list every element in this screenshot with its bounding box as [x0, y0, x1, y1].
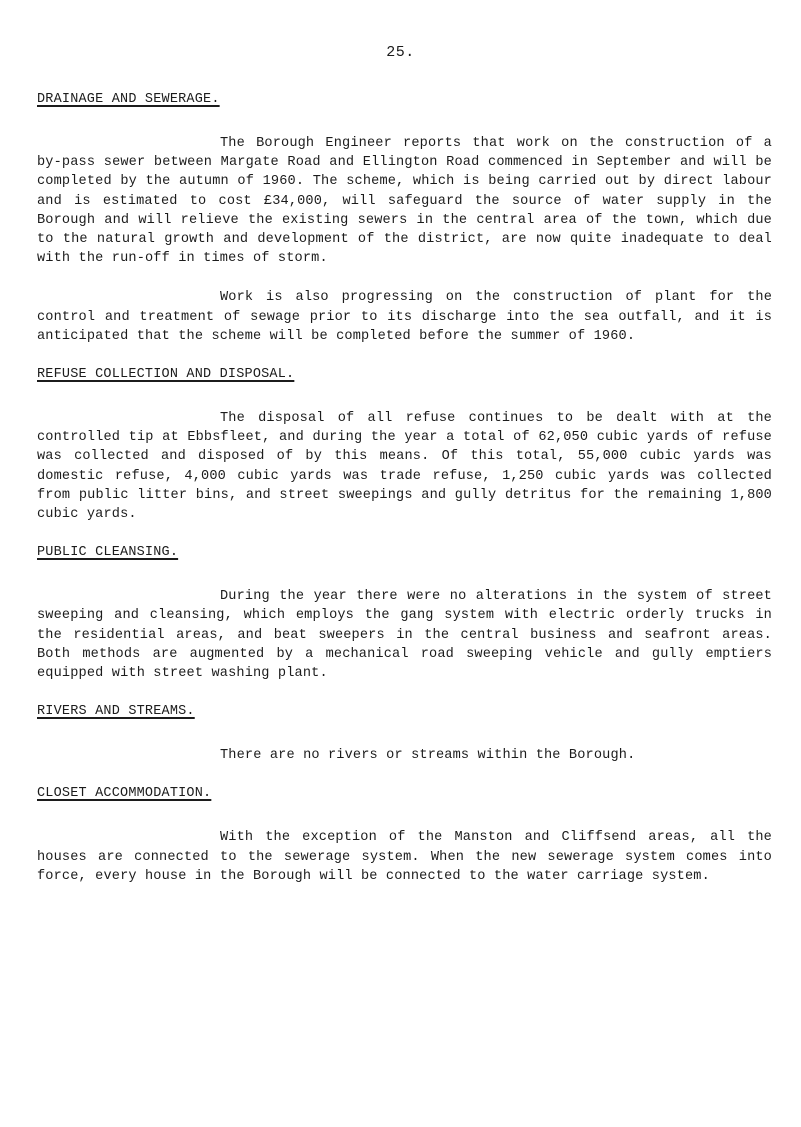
- section-drainage-and-sewerage: [37, 90, 772, 346]
- document-body: [37, 90, 772, 886]
- section-paragraph: Work is also progressing on the construction of plant for the control and treatment of sewage prior to its discharge into the sea outfall, and it is anticipated that the scheme will be completed before the summer of 1960.: [37, 290, 772, 344]
- section-heading: RIVERS AND STREAMS.: [37, 704, 195, 720]
- section-paragraph: The Borough Engineer reports that work on the construction of a by-pass sewer between Margate Road and Ellington Road commenced in September and will be completed by the autumn of 1960. The scheme, which is being carried out by direct labour and is estimated to cost £34,000, will safeguard the source of water supply in the Borough and will relieve the existing sewers in the central area of the town, which due to the natural growth and development of the district, are now quite inadequate to deal with the run-off in times of storm.: [37, 136, 772, 267]
- section-heading: REFUSE COLLECTION AND DISPOSAL.: [37, 367, 295, 383]
- section-heading: CLOSET ACCOMMODATION.: [37, 786, 212, 802]
- section-heading: PUBLIC CLEANSING.: [37, 545, 179, 561]
- section-paragraph: The disposal of all refuse continues to be dealt with at the controlled tip at Ebbsfleet, and during the year a total of 62,050 cubic yards of refuse was collected and disposed of by this means. Of this total, 55,000 cubic yards was domestic refuse, 4,000 cubic yards was trade refuse, 1,250 cubic yards was collected from public litter bins, and street sweepings and gully detritus for the remaining 1,800 cubic yards.: [37, 411, 772, 523]
- section-paragraph: There are no rivers or streams within the Borough.: [220, 748, 636, 764]
- section-public-cleansing: [37, 543, 772, 683]
- section-closet-accommodation: [37, 784, 772, 886]
- page-number: 25.: [386, 44, 415, 61]
- section-paragraph: During the year there were no alterations in the system of street sweeping and cleansing, which employs the gang system with electric orderly trucks in the residential areas, and beat sweepers in the central business and seafront areas. Both methods are augmented by a mechanical road sweeping vehicle and gully emptiers equipped with street washing plant.: [37, 589, 772, 682]
- section-rivers-and-streams: [37, 702, 772, 765]
- section-heading: DRAINAGE AND SEWERAGE.: [37, 92, 220, 107]
- section-refuse-collection-and-disposal: [37, 365, 772, 524]
- section-paragraph: With the exception of the Manston and Cliffsend areas, all the houses are connected to the sewerage system. When the new sewerage system comes into force, every house in the Borough will be connected to the water carriage system.: [37, 830, 772, 884]
